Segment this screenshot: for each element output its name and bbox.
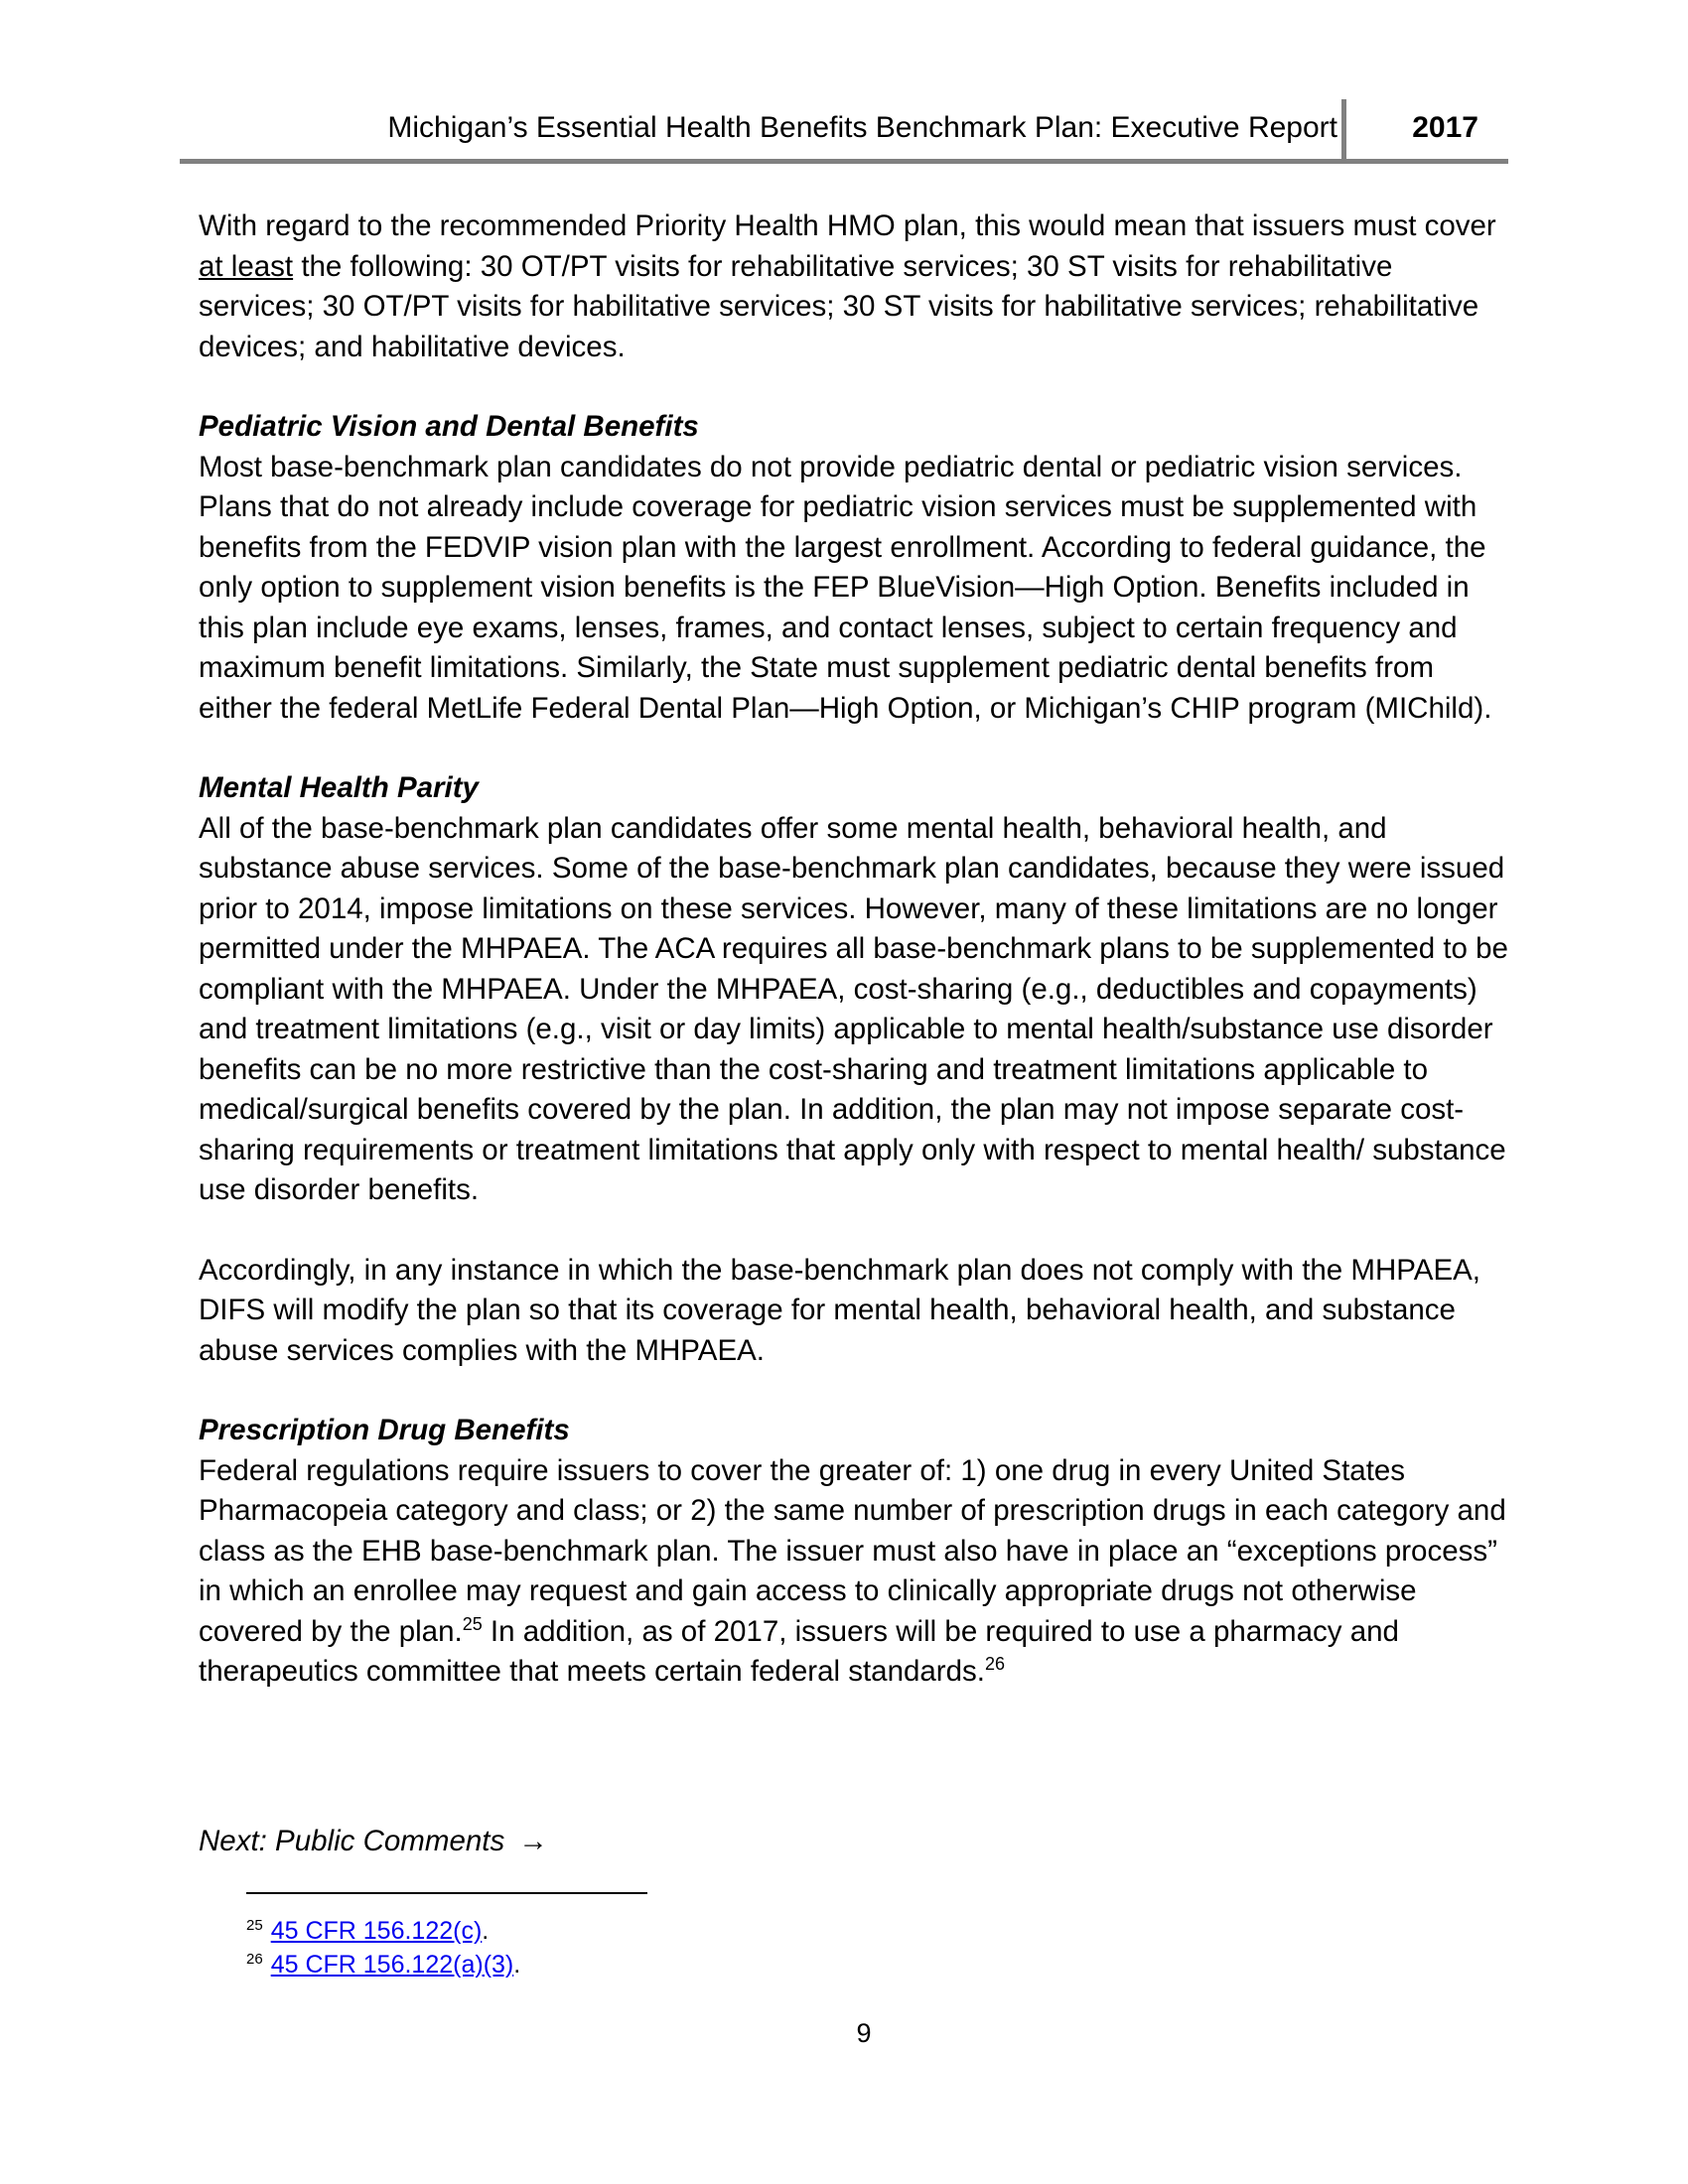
main-content	[199, 206, 1509, 1693]
footnotes	[246, 1914, 520, 1981]
header-divider	[1341, 99, 1346, 159]
section-heading-prescription: Prescription Drug Benefits	[199, 1414, 570, 1446]
footnote-item: $^{26}$ 45 CFR 156.122(a)(3).	[246, 1950, 521, 1979]
footnote-ref-26[interactable]: 26	[984, 1654, 1006, 1675]
footnote-separator	[246, 1892, 647, 1894]
footnote-number: 25	[246, 1916, 263, 1934]
prescription-paragraph: Federal regulations require issuers to cover the greater of: 1) one drug in every United States Pharmacopeia category and class; or 2) the same number of prescription drugs in each category and class as the EHB base-benchmark plan. The issuer must also have in place an “exceptions process” in which an enrollee may request and gain access to clinically appropriate drugs not otherwise covered by the plan.$^{25}$ In addition, as of 2017, issuers will be required to use a pharmacy and therapeutics committee that meets certain federal standards.$^{26}$	[199, 1453, 1506, 1688]
arrow-right-icon: →	[518, 1825, 548, 1857]
header-rule	[180, 159, 1508, 164]
at-least-emphasis: at least	[199, 249, 294, 283]
page-number: 9	[856, 2018, 872, 2048]
header-title: Michigan’s Essential Health Benefits Benchmark Plan: Executive Report	[387, 111, 1337, 144]
footnote-item: $^{25}$ 45 CFR 156.122(c).	[246, 1916, 490, 1945]
mental-health-paragraph: All of the base-benchmark plan candidates offer some mental health, behavioral health, and substance abuse services. Some of the base-benchmark plan candidates, because they were issued prior to 2014, impose limitations on these services. However, many of these limitations are no longer permitted under the MHPAEA. The ACA requires all base-benchmark plans to be supplemented to be compliant with the MHPAEA. Under the MHPAEA, cost-sharing (e.g., deductibles and copayments) and treatment limitations (e.g., visit or day limits) applicable to mental health/substance use disorder benefits can be no more restrictive than the cost-sharing and treatment limitations applicable to medical/surgical benefits covered by the plan. In addition, the plan may not impose separate cost-sharing requirements or treatment limitations that apply only with respect to mental health/ substance use disorder benefits.	[199, 811, 1508, 1206]
pediatric-paragraph: Most base-benchmark plan candidates do not provide pediatric dental or pediatric vision services. Plans that do not already include coverage for pediatric vision services must be supplemented with benefits from the FEDVIP vision plan with the largest enrollment. According to federal guidance, the only option to supplement vision benefits is the FEP BlueVision—High Option. Benefits included in this plan include eye exams, lenses, frames, and contact lenses, subject to certain frequency and maximum benefit limitations. Similarly, the State must supplement pediatric dental benefits from either the federal MetLife Federal Dental Plan—High Option, or Michigan’s CHIP program (MIChild).	[199, 450, 1492, 725]
next-label: Next: Public Comments	[199, 1825, 505, 1857]
page-header	[180, 99, 1508, 165]
intro-paragraph: With regard to the recommended Priority Health HMO plan, this would mean that issuers must cover at least the following: 30 OT/PT visits for rehabilitative services; 30 ST visits for rehabilitative services; 30 OT/PT visits for habilitative services; 30 ST visits for habilitative services; rehabilitative devices; and habilitative devices.	[199, 209, 1496, 363]
footnote-ref-25[interactable]: 25	[462, 1613, 483, 1634]
footnote-number: 26	[246, 1950, 263, 1968]
mental-health-paragraph-2: Accordingly, in any instance in which the base-benchmark plan does not comply with the MHPAEA, DIFS will modify the plan so that its coverage for mental health, behavioral health, and substance abuse services complies with the MHPAEA.	[199, 1253, 1480, 1367]
next-public-comments-link[interactable]	[199, 1825, 548, 1858]
footnote-link-cfr-156-122-a-3[interactable]: 45 CFR 156.122(a)(3)	[270, 1951, 514, 1979]
header-year: 2017	[1412, 111, 1478, 144]
footnote-link-cfr-156-122-c[interactable]: 45 CFR 156.122(c)	[270, 1917, 483, 1945]
section-heading-mental-health: Mental Health Parity	[199, 771, 479, 804]
section-heading-pediatric: Pediatric Vision and Dental Benefits	[199, 410, 699, 443]
